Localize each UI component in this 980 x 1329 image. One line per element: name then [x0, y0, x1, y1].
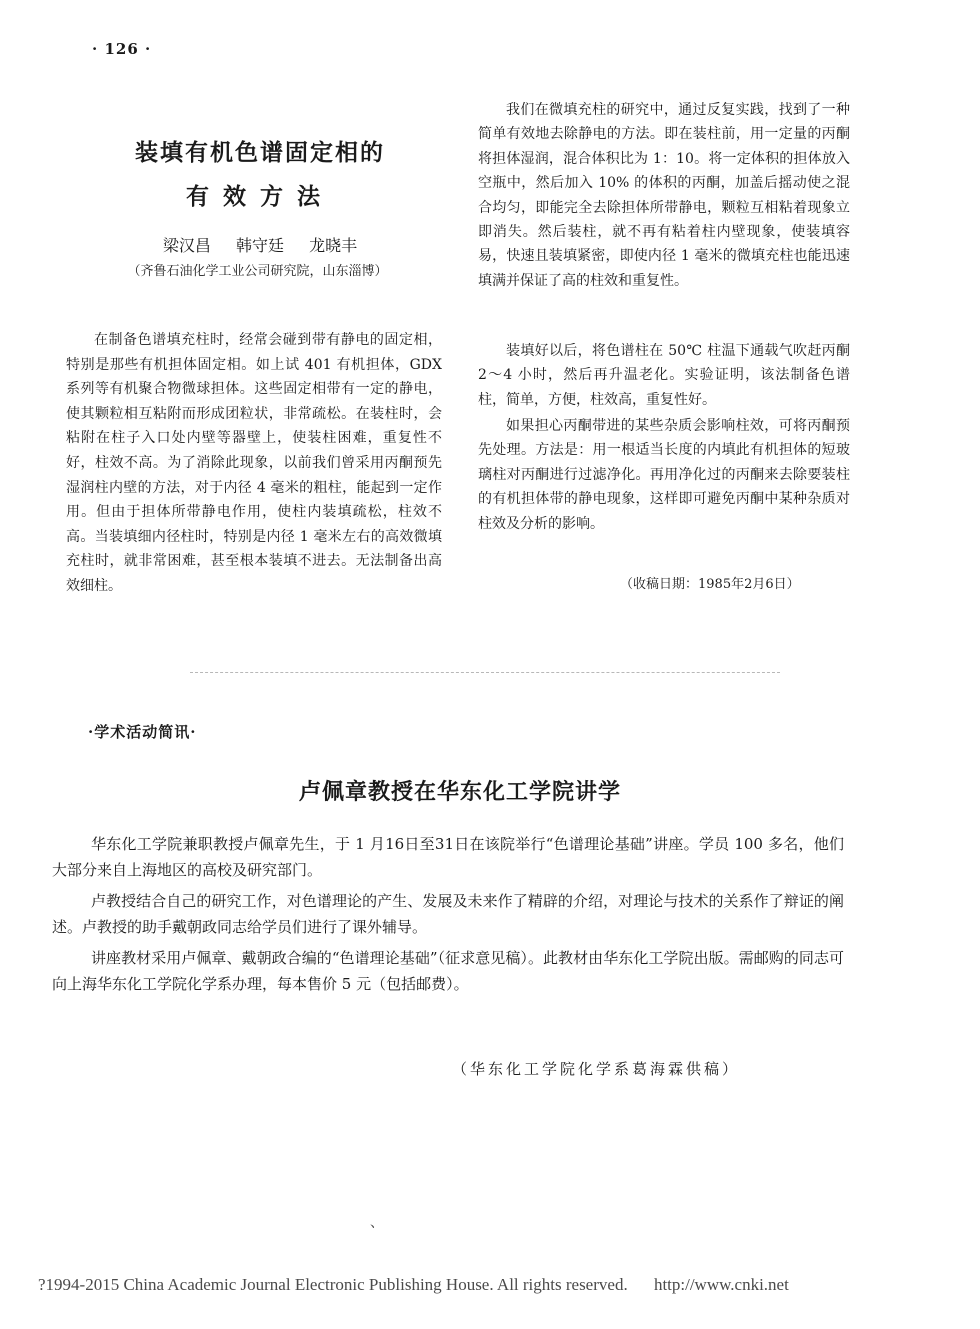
section-divider: [190, 672, 780, 673]
news-paragraph-2: 卢教授结合自己的研究工作，对色谱理论的产生、发展及未来作了精辟的介绍，对理论与技术的关系作了辩证的阐述。卢教授的助手戴朝政同志给学员们进行了课外辅导。: [52, 892, 844, 936]
footer-url-link[interactable]: http://www.cnki.net: [653, 1275, 789, 1294]
author-name: 韩守廷: [235, 236, 284, 255]
news-paragraph-3: 讲座教材采用卢佩章、戴朝政合编的“色谱理论基础”（征求意见稿）。此教材由华东化工学院出版。需邮购的同志可向上海华东化工学院化学系办理，每本售价 5 元（包括邮费）。: [52, 949, 844, 993]
news-contributor: （华东化工学院化学系葛海霖供稿）: [452, 1060, 741, 1078]
author-name: 梁汉昌: [162, 236, 211, 255]
article-paragraph-right-2: 装填好以后，将色谱柱在 50℃ 柱温下通载气吹赶丙酮 2～4 小时，然后再升温老化。实验证明，该法制备色谱柱，简单，方便，柱效高，重复性好。: [478, 343, 850, 408]
author-name: 龙晓丰: [309, 236, 358, 255]
page-number: · 126 ·: [92, 40, 152, 58]
copyright-text: ?1994-2015 China Academic Journal Electronic Publishing House. All rights reserved.: [38, 1275, 628, 1294]
author-affiliation: （齐鲁石油化学工业公司研究院，山东淄博）: [127, 264, 388, 279]
section-tag: ·学术活动简讯·: [88, 723, 197, 741]
copyright-footer: [38, 1275, 789, 1295]
article-title-line2: 有效方法: [186, 183, 334, 210]
article-paragraph-left: 在制备色谱填充柱时，经常会碰到带有静电的固定相，特别是那些有机担体固定相。如上试 401 有机担体，GDX 系列等有机聚合物微球担体。这些固定相带有一定的静电，使其颗粒相互粘附而形成团粒状，非常疏松。在装柱时，会粘附在柱子入口处内壁等器壁上，使装柱困难，重复性不好，柱效不高。为了消除此现象，以前我们曾采用丙酮预先湿润柱内壁的方法，对于内径 4 毫米的粗柱，能起到一定作用。但由于担体所带静电作用，使柱内装填疏松，柱效不高。当装填细内径柱时，特别是内径 1 毫米左右的高效微填充柱时，就非常困难，甚至根本装填不进去。无法制备出高效细柱。: [66, 332, 442, 594]
article-title-line1: 装填有机色谱固定相的: [135, 139, 385, 166]
article-paragraph-right-3: 如果担心丙酮带进的某些杂质会影响柱效，可将丙酮预先处理。方法是：用一根适当长度的内填此有机担体的短玻璃柱对丙酮进行过滤净化。再用净化过的丙酮来去除要装柱的有机担体带的静电现象，这样即可避免丙酮中某种杂质对柱效及分析的影响。: [478, 418, 850, 532]
article-paragraph-right-1: 我们在微填充柱的研究中，通过反复实践，找到了一种简单有效地去除静电的方法。即在装柱前，用一定量的丙酮将担体湿润，混合体积比为 1：10。将一定体积的担体放入空瓶中，然后加入 10% 的体积的丙酮，加盖后摇动使之混合均匀，即能完全去除担体所带静电，颗粒互相粘着现象立即消失。然后装柱，就不再有粘着柱内壁现象，使装填容易，快速且装填紧密，即使内径 1 毫米的微填充柱也能迅速填满并保证了高的柱效和重复性。: [478, 102, 850, 289]
received-date: （收稿日期：1985年2月6日）: [620, 577, 800, 592]
news-title: 卢佩章教授在华东化工学院讲学: [298, 779, 621, 805]
stray-mark: 、: [370, 1215, 384, 1231]
author-list: [90, 233, 430, 256]
news-paragraph-1: 华东化工学院兼职教授卢佩章先生，于 1 月16日至31日在该院举行“色谱理论基础”讲座。学员 100 多名，他们大部分来自上海地区的高校及研究部门。: [52, 835, 844, 879]
